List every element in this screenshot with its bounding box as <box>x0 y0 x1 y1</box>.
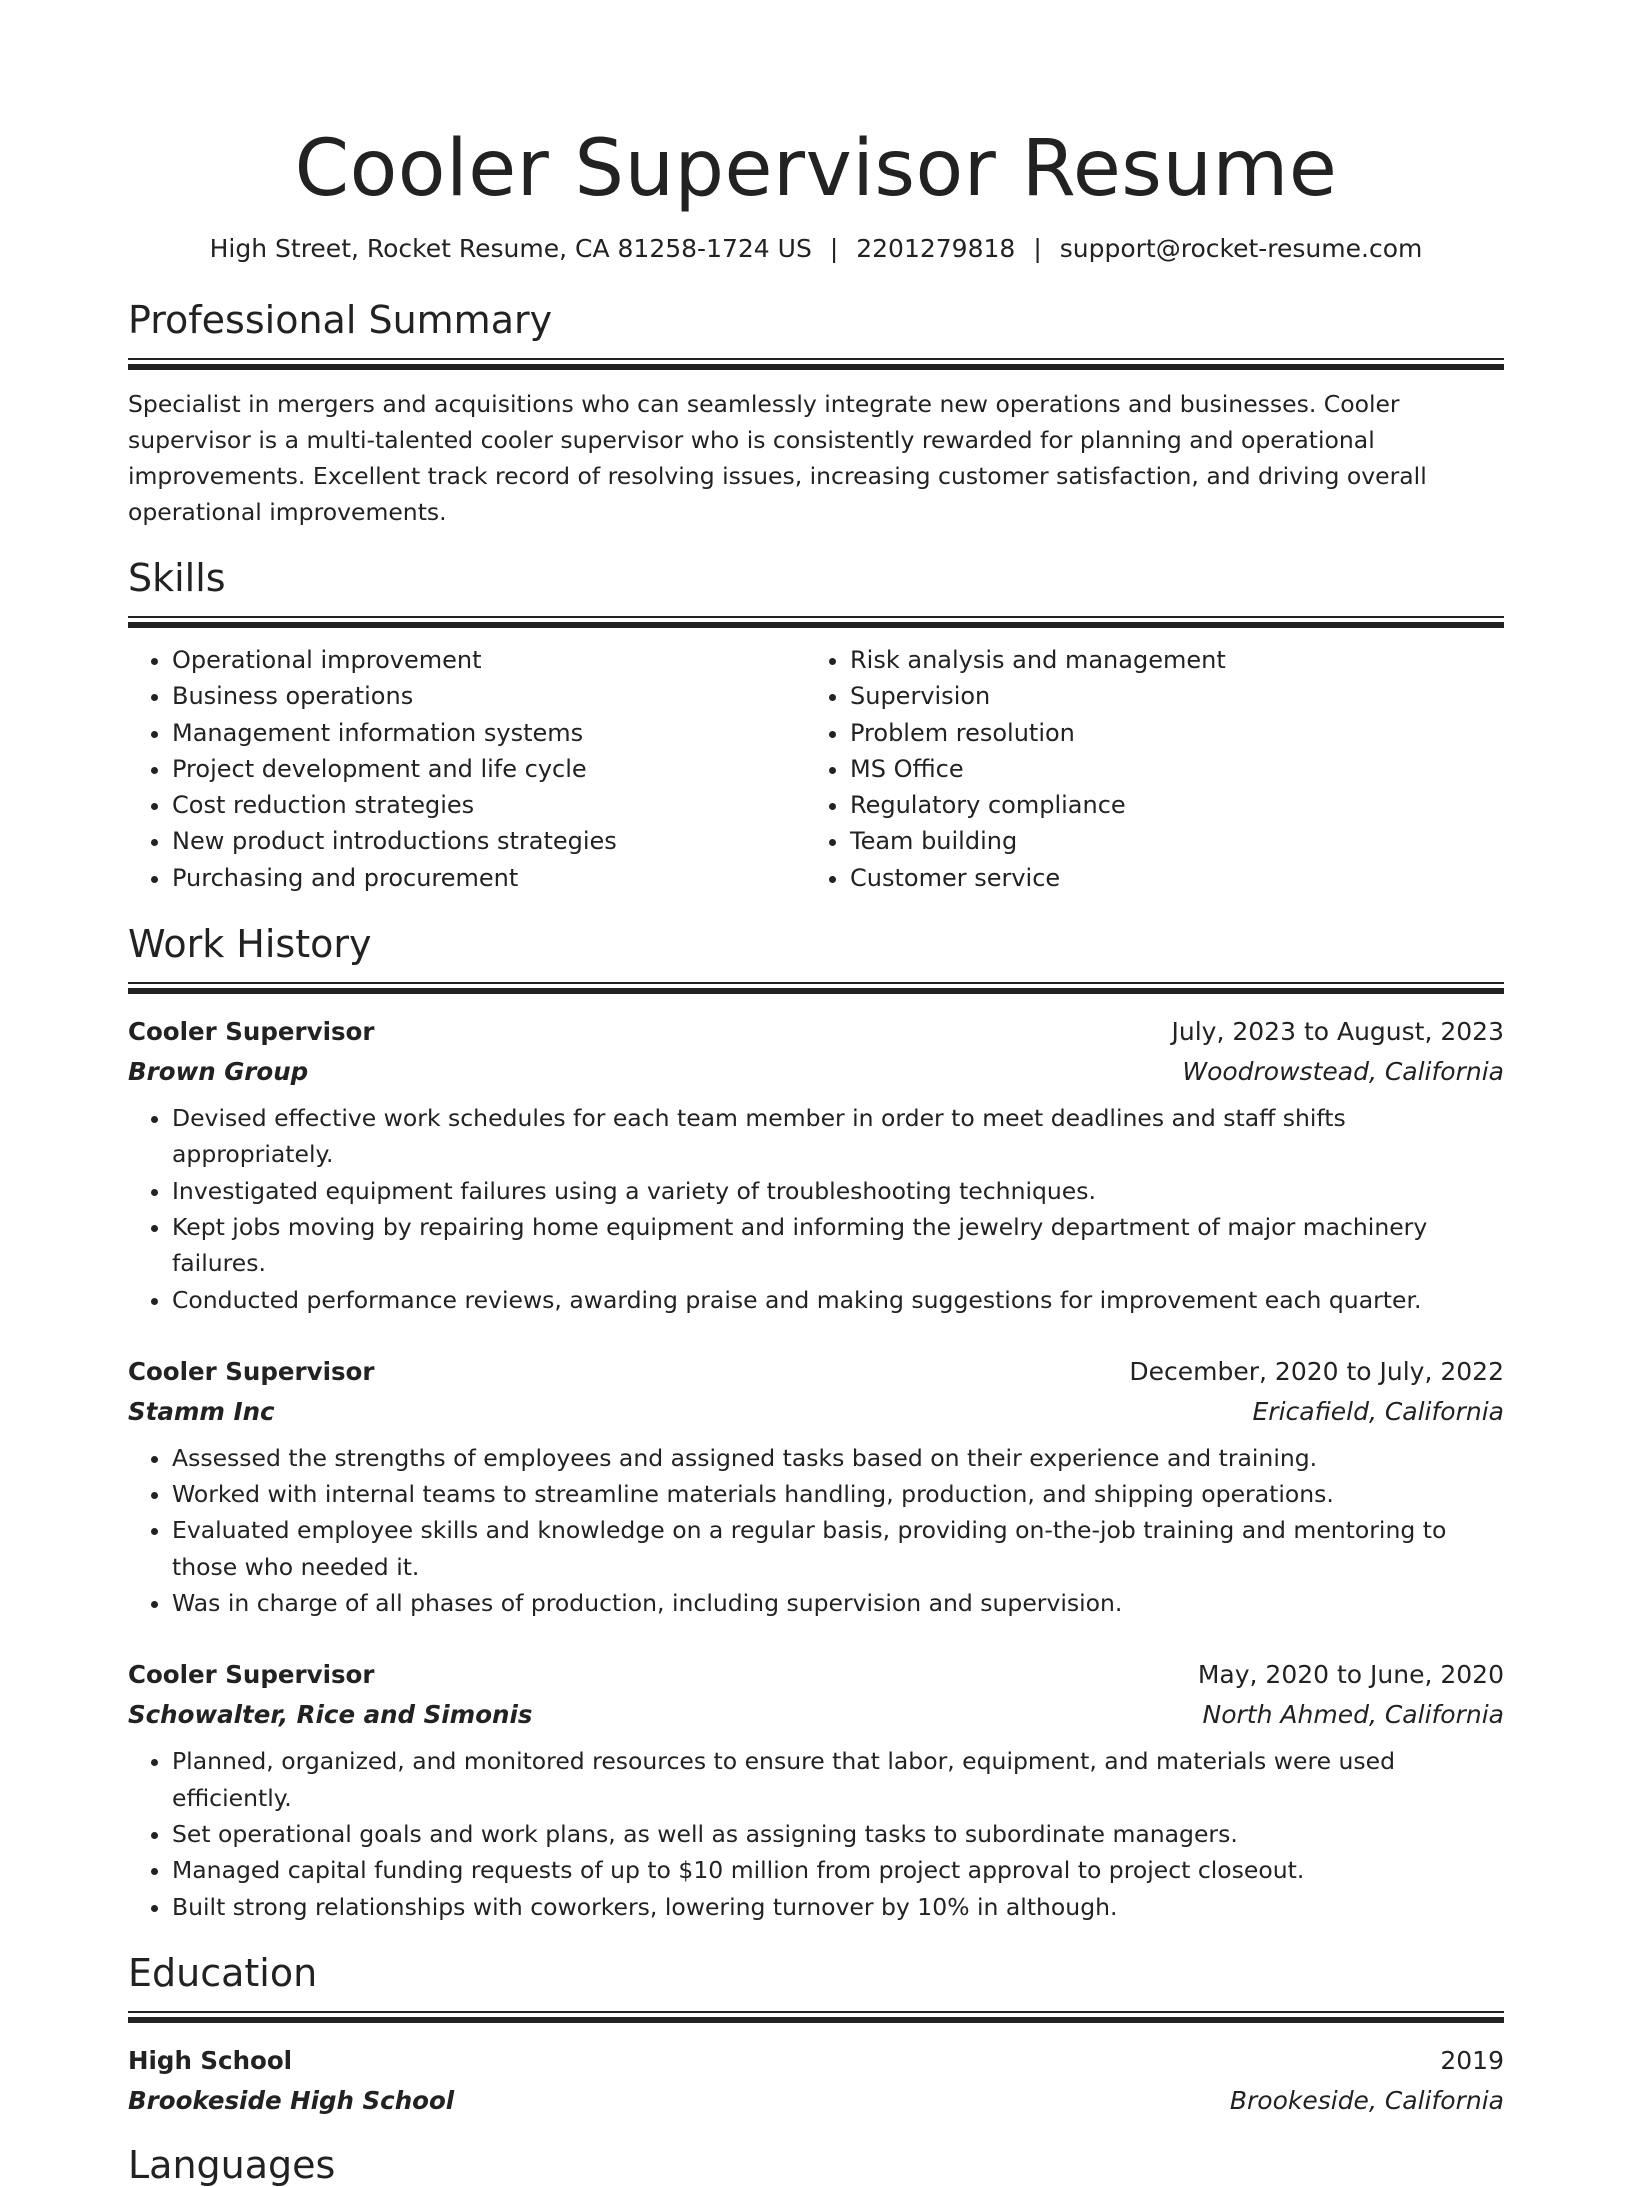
skills-left-column <box>128 642 806 896</box>
skill-item: • Customer service <box>850 860 1484 896</box>
job-employer: Schowalter, Rice and Simonis <box>128 1700 533 1730</box>
job-bullet: • Was in charge of all phases of production, including supervision and supervision. <box>172 1585 1504 1621</box>
contact-line <box>128 234 1504 264</box>
section-divider <box>128 358 1504 372</box>
skill-item: • Problem resolution <box>850 715 1484 751</box>
resume-page <box>128 0 1504 2187</box>
job-bullet: • Set operational goals and work plans, as well as assigning tasks to subordinate managers. <box>172 1816 1504 1852</box>
work-history-section <box>128 922 1504 1925</box>
contact-separator: | <box>829 234 839 263</box>
education-school: Brookeside High School <box>128 2085 455 2115</box>
job-header-row <box>128 1012 1504 1052</box>
skills-heading: Skills <box>128 556 226 600</box>
skill-item: • MS Office <box>850 751 1484 787</box>
job-title: Cooler Supervisor <box>128 1017 375 1047</box>
skill-item: • Purchasing and procurement <box>172 860 806 896</box>
education-degree: High School <box>128 2045 293 2075</box>
languages-section <box>128 2143 1504 2187</box>
job-header-row <box>128 1655 1504 1695</box>
skill-item: • Risk analysis and management <box>850 642 1484 678</box>
education-entry <box>128 2041 1504 2121</box>
skill-item: • Team building <box>850 823 1484 859</box>
contact-phone: 2201279818 <box>856 234 1016 263</box>
job-entry <box>128 1655 1504 1924</box>
job-bullet: • Managed capital funding requests of up to $10 million from project approval to project closeout. <box>172 1852 1504 1888</box>
skills-section <box>128 556 1504 896</box>
contact-email: support@rocket-resume.com <box>1059 234 1423 263</box>
summary-heading: Professional Summary <box>128 298 553 342</box>
resume-title: Cooler Supervisor Resume <box>294 124 1338 214</box>
job-location: North Ahmed, California <box>1202 1700 1504 1730</box>
job-employer: Brown Group <box>128 1057 309 1087</box>
job-bullet: • Conducted performance reviews, awarding praise and making suggestions for improvement each quarter. <box>172 1282 1504 1318</box>
job-dates: May, 2020 to June, 2020 <box>1197 1660 1504 1690</box>
job-entry <box>128 1352 1504 1621</box>
job-title: Cooler Supervisor <box>128 1660 375 1690</box>
job-employer-row <box>128 1392 1504 1432</box>
contact-separator: | <box>1033 234 1042 263</box>
job-entry <box>128 1012 1504 1318</box>
skill-item: • Business operations <box>172 678 806 714</box>
job-bullet: • Built strong relationships with coworkers, lowering turnover by 10% in although. <box>172 1889 1504 1925</box>
education-header-row <box>128 2041 1504 2081</box>
languages-heading: Languages <box>128 2142 336 2187</box>
job-header-row <box>128 1352 1504 1392</box>
summary-section <box>128 298 1504 530</box>
contact-address: High Street, Rocket Resume, CA 81258-1724 US <box>209 234 812 263</box>
skills-right-column <box>806 642 1484 896</box>
skill-item: • Management information systems <box>172 715 806 751</box>
education-location: Brookeside, California <box>1229 2085 1504 2115</box>
skill-item: • Operational improvement <box>172 642 806 678</box>
job-bullet: • Kept jobs moving by repairing home equipment and informing the jewelry department of major machinery failures. <box>172 1209 1504 1282</box>
skill-item: • Regulatory compliance <box>850 787 1484 823</box>
skill-item: • Supervision <box>850 678 1484 714</box>
job-dates: July, 2023 to August, 2023 <box>1171 1017 1504 1047</box>
work-history-heading: Work History <box>128 922 372 967</box>
section-divider <box>128 616 1504 630</box>
job-bullet: • Devised effective work schedules for each team member in order to meet deadlines and staff shifts appropriately. <box>172 1100 1504 1173</box>
education-school-row <box>128 2081 1504 2121</box>
education-section <box>128 1951 1504 2121</box>
job-location: Ericafield, California <box>1252 1396 1504 1426</box>
skill-item: • Project development and life cycle <box>172 751 806 787</box>
job-dates: December, 2020 to July, 2022 <box>1129 1356 1504 1386</box>
job-employer-row <box>128 1695 1504 1735</box>
skill-item: • New product introductions strategies <box>172 823 806 859</box>
education-year: 2019 <box>1440 2045 1504 2075</box>
summary-text: Specialist in mergers and acquisitions who can seamlessly integrate new operations and businesses. Cooler supervisor is a multi-talented cooler supervisor who is consistently rewarded for planning and operational improvements. Excellent track record of resolving issues, increasing customer satisfaction, and driving overall operational improvements. <box>128 390 1427 526</box>
job-bullets <box>128 1743 1504 1924</box>
job-bullet: • Planned, organized, and monitored resources to ensure that labor, equipment, and materials were used efficiently. <box>172 1743 1504 1816</box>
job-location: Woodrowstead, California <box>1182 1057 1504 1087</box>
skill-item: • Cost reduction strategies <box>172 787 806 823</box>
job-bullets <box>128 1100 1504 1318</box>
job-bullet: • Evaluated employee skills and knowledge on a regular basis, providing on-the-job training and mentoring to those who needed it. <box>172 1512 1504 1585</box>
job-title: Cooler Supervisor <box>128 1356 375 1386</box>
section-divider <box>128 2011 1504 2025</box>
job-bullet: • Worked with internal teams to streamline materials handling, production, and shipping operations. <box>172 1476 1504 1512</box>
job-employer: Stamm Inc <box>128 1396 275 1426</box>
job-bullet: • Investigated equipment failures using a variety of troubleshooting techniques. <box>172 1173 1504 1209</box>
section-divider <box>128 982 1504 996</box>
education-heading: Education <box>128 1950 318 1995</box>
job-employer-row <box>128 1052 1504 1092</box>
job-bullet: • Assessed the strengths of employees and assigned tasks based on their experience and training. <box>172 1440 1504 1476</box>
job-bullets <box>128 1440 1504 1621</box>
skills-grid <box>128 642 1504 896</box>
